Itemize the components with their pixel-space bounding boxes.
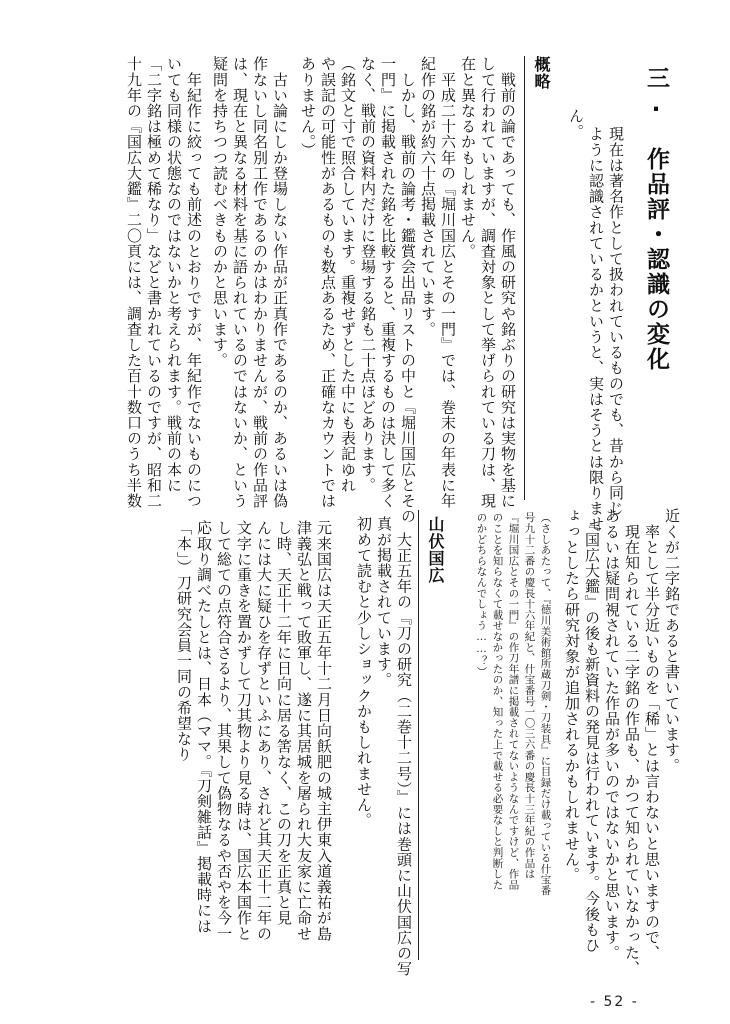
overview-line: 在と異なるかもしれません。 [459, 56, 477, 259]
yamabushi-line: 初めて読むと少しショックかもしれません。 [355, 516, 373, 828]
continuation-line: 近くが二字銘であると書いています。 [663, 508, 681, 774]
quote-line: して総ての点符合さるより、其果して偽物なるや否やを今一 [215, 520, 233, 942]
quote-line: 「本」）刀研究会員一同の希望なり [175, 520, 193, 763]
overview-heading-rule [524, 56, 525, 500]
note-line: のかどちらなんでしょう……？） [475, 512, 488, 677]
overview-line: ありません。） [299, 56, 317, 158]
intro-line: ん。 [567, 108, 585, 140]
overview-line: （銘文と寸で照合しています。重複せずとした中にも表記ゆれ [339, 56, 357, 493]
continuation-line: 現在知られている二字銘の作品も、かつて知られていなかった、 [623, 508, 641, 976]
yamabushi-line: 真が掲載されています。 [375, 516, 393, 688]
yamabushi-heading-rule [418, 510, 419, 960]
overview-line: 年紀作に絞っても前述のとおりですが、年紀作でないものにつ [185, 56, 203, 509]
section-title: 三. 作品評・認識の変化 [643, 66, 669, 372]
overview-line: 作ないし同名別工作であるのかはわかりませんが、戦前の作品評 [251, 56, 269, 509]
overview-line: や誤記の可能性があるものも数点あるため、正確なカウントでは [319, 56, 337, 509]
overview-line: して行われていますが、調査対象として挙げられている刀は、現 [479, 56, 497, 509]
intro-line: ように認識されているかというと、実はそうとは限りませ [587, 126, 605, 532]
quote-line: し時、天正十二年に日向に居る筈なく、この刀を正真と見 [275, 520, 293, 926]
continuation-line: 率として半分近いものを「稀」とは言わないと思いますので、 [643, 508, 661, 961]
overview-line: 紀作の銘が約六十点掲載されています。 [419, 56, 437, 337]
overview-line: 平成二十六年の『堀川国広とその一門』では、巻末の年表に年 [439, 56, 457, 509]
overview-line: 一門』に掲載された銘を比較すると、重複するものは決して多く [379, 56, 397, 509]
quote-line: 元来国広は天正五年十二月日向飫肥の城主伊東入道義祐が島 [315, 520, 333, 942]
yamabushi-heading: 山伏国広 [426, 516, 445, 584]
quote-line: 応取り調べたしとは、日本（ママ。『刀剣雑話』掲載時には [195, 520, 213, 934]
continuation-line: あるいは疑問視されていた作品が多いのではないかと思います。 [603, 508, 621, 961]
continuation-line: ょっとしたら研究対象が追加されるかもしれません。 [563, 508, 581, 883]
intro-line: 現在は著名作として扱われているものでも、昔から同じ [607, 126, 625, 516]
overview-line: しかし、戦前の論考・鑑賞会出品リストの中と『堀川国広とその [399, 56, 417, 524]
quote-line: 文字に重きを置かずして刀其物より見る時は、国広本国作と [235, 520, 253, 942]
overview-line: 「二字銘は極めて稀なり」などと書かれているのですが、昭和二 [145, 56, 163, 509]
overview-heading: 概略 [532, 56, 551, 90]
note-line: 『堀川国広とその一門』の作刀年譜に掲載されてないようなんですけど、作品 [507, 512, 520, 890]
quote-line: 津義弘と戦って敗軍し、遂に其居城を屠られ大友家に亡命せ [295, 520, 313, 942]
yamabushi-line: 大正五年の『刀の研究（二巻十二号）』には巻頭に山伏国広の写 [395, 516, 413, 977]
overview-line: 疑問を持ちつつ読むべきものかと思います。 [211, 56, 229, 368]
overview-line: 戦前の論であっても、作風の研究や銘ぶりの研究は実物を基に [499, 56, 517, 509]
overview-line: は、現在と異なる材料を基に語られているのではないか、という [231, 56, 249, 509]
overview-line: いても同様の状態なのではないかと考えられます。戦前の本に [165, 56, 183, 493]
overview-line: 古い論にしか登場しない作品が正真作であるのか、あるいは偽 [271, 56, 289, 509]
continuation-line: 『国広大鑑』の後も新資料の発見は行われています。今後もひ [583, 508, 601, 953]
page-number: - 52 - [590, 994, 639, 1010]
overview-line: なく、戦前の資料内だけに登場する銘も二十点ほどあります。 [359, 56, 377, 493]
quote-line: んには大に疑ひを存ずといふにあり、されど其天正十二年の [255, 520, 273, 942]
overview-line: 十九年の『国広大鑑』二〇頁には、調査した百十数口のうち半数 [125, 56, 143, 509]
note-line: （さしあたって、『徳川美術館所蔵刀剣・刀装具』に目録だけ載っている什宝番 [539, 512, 552, 896]
note-line: 号九十二番の慶長十六年紀と、什宝番号一〇三六番の慶長十三年紀の作品は [523, 512, 536, 880]
note-line: のことを知らなくて載せなかったのか、知った上で載せる必要なしと判断した [491, 512, 504, 890]
